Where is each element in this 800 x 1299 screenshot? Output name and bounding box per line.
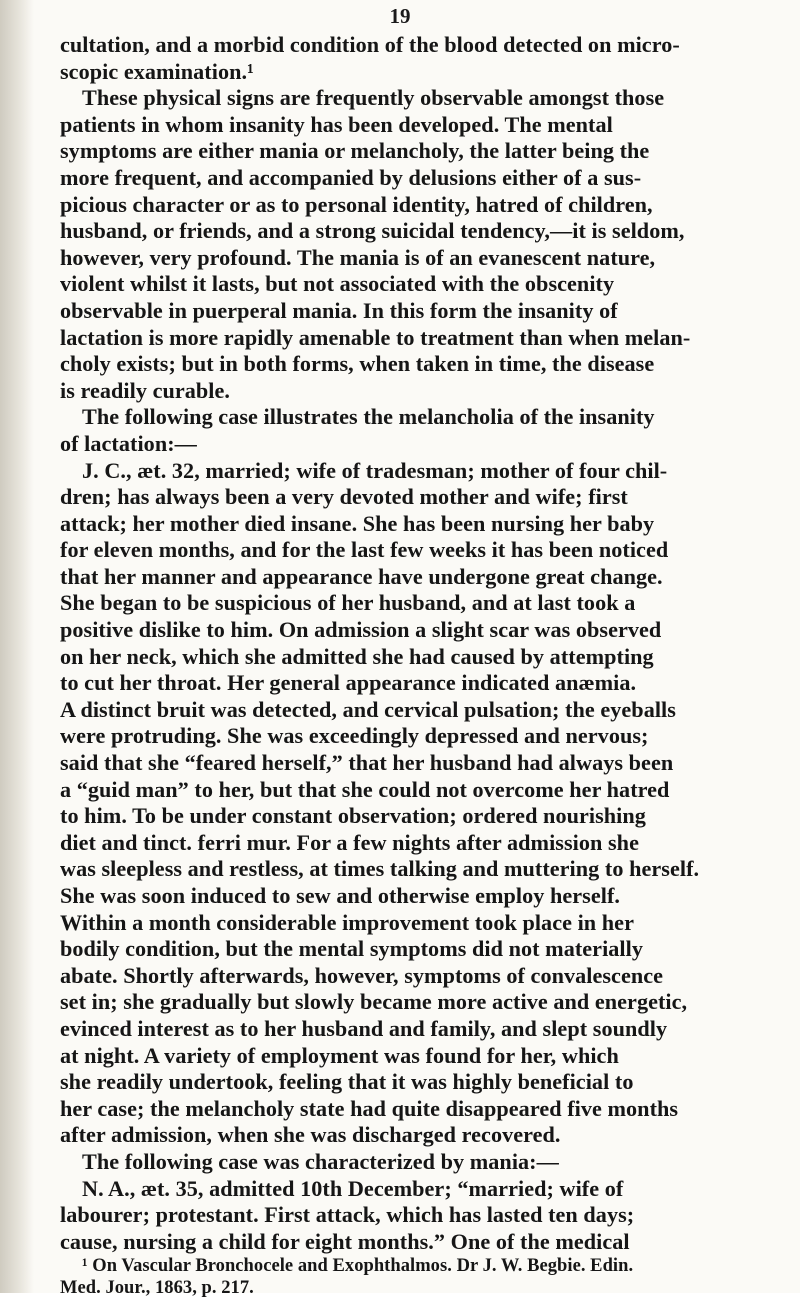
text-line: to him. To be under constant observation; ordered nourishing bbox=[60, 803, 646, 829]
text-line: is readily curable. bbox=[60, 377, 231, 403]
text-line: cause, nursing a child for eight months.” One of the medical bbox=[60, 1228, 630, 1254]
text-line: patients in whom insanity has been developed. The mental bbox=[60, 111, 613, 137]
text-line: These physical signs are frequently observable amongst those bbox=[82, 85, 665, 111]
text-line: evinced interest as to her husband and family, and slept soundly bbox=[60, 1015, 668, 1041]
text-line: lactation is more rapidly amenable to treatment than when melan- bbox=[60, 324, 691, 350]
text-line: was sleepless and restless, at times talking and muttering to herself. bbox=[60, 856, 700, 882]
text-line: observable in puerperal mania. In this form the insanity of bbox=[60, 297, 618, 323]
text-line: dren; has always been a very devoted mother and wife; first bbox=[60, 484, 628, 510]
text-line: cultation, and a morbid condition of the blood detected on micro- bbox=[60, 32, 680, 57]
text-line: picious character or as to personal identity, hatred of children, bbox=[60, 191, 653, 217]
text-line: N. A., æt. 35, admitted 10th December; “married; wife of bbox=[82, 1175, 624, 1201]
page-number: 19 bbox=[389, 4, 411, 28]
text-line: labourer; protestant. First attack, which has lasted ten days; bbox=[60, 1202, 635, 1228]
text-line: after admission, when she was discharged recovered. bbox=[60, 1122, 561, 1148]
body-text bbox=[60, 32, 760, 1299]
text-line: scopic examination.¹ bbox=[60, 58, 254, 84]
page-spine-shadow bbox=[0, 0, 34, 1293]
text-line: positive dislike to him. On admission a slight scar was observed bbox=[60, 617, 662, 643]
footnote-line: ¹ On Vascular Bronchocele and Exophthalmos. Dr J. W. Begbie. Edin. bbox=[82, 1256, 634, 1277]
text-line: bodily condition, but the mental symptoms did not materially bbox=[60, 936, 644, 962]
footnote-line: Med. Jour., 1863, p. 217. bbox=[60, 1278, 254, 1299]
text-line: were protruding. She was exceedingly depressed and nervous; bbox=[60, 723, 649, 749]
text-line: of lactation:— bbox=[60, 430, 197, 456]
text-line: at night. A variety of employment was found for her, which bbox=[60, 1042, 619, 1068]
text-line: J. C., æt. 32, married; wife of tradesman; mother of four chil- bbox=[82, 457, 668, 483]
text-line: set in; she gradually but slowly became more active and energetic, bbox=[60, 989, 688, 1015]
text-line: more frequent, and accompanied by delusions either of a sus- bbox=[60, 164, 642, 190]
text-line: symptoms are either mania or melancholy, the latter being the bbox=[60, 138, 650, 164]
text-line: A distinct bruit was detected, and cervical pulsation; the eyeballs bbox=[60, 696, 676, 722]
text-line: her case; the melancholy state had quite disappeared five months bbox=[60, 1095, 679, 1121]
text-line: for eleven months, and for the last few weeks it has been noticed bbox=[60, 537, 669, 563]
text-line: a “guid man” to her, but that she could not overcome her hatred bbox=[60, 776, 670, 802]
text-line: choly exists; but in both forms, when taken in time, the disease bbox=[60, 351, 655, 377]
text-line: husband, or friends, and a strong suicidal tendency,—it is seldom, bbox=[60, 218, 685, 244]
text-line: however, very profound. The mania is of an evanescent nature, bbox=[60, 244, 656, 270]
text-line: She was soon induced to sew and otherwise employ herself. bbox=[60, 883, 621, 908]
text-line: that her manner and appearance have undergone great change. bbox=[60, 563, 663, 589]
text-line: violent whilst it lasts, but not associated with the obscenity bbox=[60, 271, 615, 297]
text-line: attack; her mother died insane. She has been nursing her baby bbox=[60, 510, 655, 536]
text-line: abate. Shortly afterwards, however, symptoms of convalescence bbox=[60, 962, 664, 988]
text-line: to cut her throat. Her general appearance indicated anæmia. bbox=[60, 670, 637, 696]
text-line: she readily undertook, feeling that it was highly beneficial to bbox=[60, 1069, 634, 1095]
text-line: said that she “feared herself,” that her husband had always been bbox=[60, 750, 674, 776]
text-line: She began to be suspicious of her husband, and at last took a bbox=[60, 590, 636, 616]
text-line: diet and tinct. ferri mur. For a few nights after admission she bbox=[60, 829, 639, 855]
text-line: The following case was characterized by mania:— bbox=[82, 1148, 559, 1174]
text-line: Within a month considerable improvement took place in her bbox=[60, 909, 634, 935]
text-line: The following case illustrates the melancholia of the insanity bbox=[82, 404, 655, 430]
text-line: on her neck, which she admitted she had caused by attempting bbox=[60, 643, 654, 669]
